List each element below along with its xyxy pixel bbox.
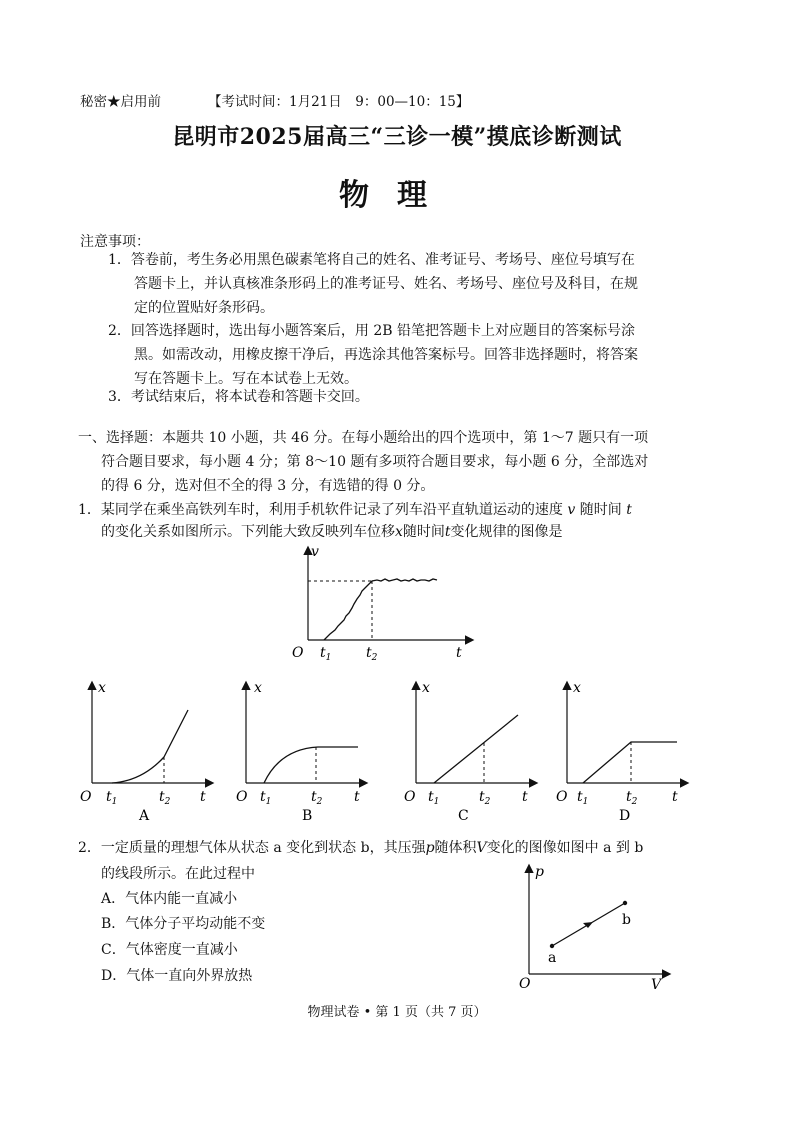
d-line <box>583 742 677 783</box>
b-t2: $t_2$ <box>311 789 323 807</box>
vt-origin: O <box>292 645 304 661</box>
q1-var-v: v <box>567 502 576 518</box>
subject-title: 物理 <box>339 178 455 213</box>
notice-item-2-line-1: 2．回答选择题时，选出每小题答案后，用 2B 铅笔把答题卡上对应题目的答案标号涂 <box>108 323 636 339</box>
q2-line-2: 的线段所示。在此过程中 <box>101 866 255 882</box>
a-x-label: t <box>200 789 206 805</box>
b-x-label: t <box>354 789 360 805</box>
q1-line-1 <box>78 500 632 520</box>
page-footer: 物理试卷 • 第 1 页（共 7 页） <box>307 1005 487 1020</box>
secret-label: 秘密★启用前 <box>80 94 161 110</box>
q1-line-2 <box>101 522 563 542</box>
section1-line-1: 一、选择题：本题共 10 小题，共 46 分。在每小题给出的四个选项中，第 1～7 题只有一项 <box>78 430 649 446</box>
q1-text-a: 1．某同学在乘坐高铁列车时，利用手机软件记录了列车沿平直轨道运动的速度 <box>78 502 563 518</box>
vt-t1: $t_1$ <box>320 645 332 663</box>
a-origin: O <box>80 789 92 805</box>
q1-text-b: 随时间 <box>579 502 622 518</box>
d-origin: O <box>556 789 568 805</box>
q2-var-p: p <box>425 840 435 856</box>
a-option-label[interactable]: A <box>139 808 150 824</box>
c-line <box>434 715 518 783</box>
vt-y-label: v <box>311 544 319 560</box>
q2-option-c[interactable]: C．气体密度一直减小 <box>101 942 238 958</box>
q2-text-c: 变化的图像如图中 a 到 b <box>486 840 644 856</box>
notice-item-3: 3．考试结束后，将本试卷和答题卡交回。 <box>108 389 369 405</box>
d-x-label: t <box>672 789 678 805</box>
b-t1: $t_1$ <box>260 789 272 807</box>
notice-item-1-line-3: 定的位置贴好条形码。 <box>134 300 274 316</box>
c-option-label[interactable]: C <box>458 808 469 824</box>
q2-option-b[interactable]: B．气体分子平均动能不变 <box>101 916 266 932</box>
b-y-label: x <box>254 680 262 696</box>
d-t2: $t_2$ <box>626 789 638 807</box>
vt-graph <box>280 540 480 665</box>
q1-var-t: t <box>626 502 632 518</box>
pv-point-b <box>623 901 627 905</box>
q1-var-t2: t <box>444 524 451 540</box>
pv-y-label: p <box>535 864 544 880</box>
notice-heading: 注意事项： <box>80 234 150 250</box>
q1-var-x: x <box>395 524 403 540</box>
d-y-label: x <box>573 680 581 696</box>
exam-title: 昆明市2025届高三“三诊一模”摸底诊断测试 <box>172 124 622 150</box>
q2-option-d[interactable]: D．气体一直向外界放热 <box>101 968 253 984</box>
section1-line-3: 的得 6 分，选对但不全的得 3 分，有选错的得 0 分。 <box>101 478 435 494</box>
notice-item-1-line-2: 答题卡上，并认真核准条形码上的准考证号、姓名、考场号、座位号及科目，在规 <box>134 276 638 292</box>
a-curve <box>112 710 188 783</box>
q1-text-d: 随时间 <box>402 524 445 540</box>
pv-label-a: a <box>548 950 557 966</box>
a-t2: $t_2$ <box>159 789 171 807</box>
c-x-label: t <box>522 789 528 805</box>
c-y-label: x <box>422 680 430 696</box>
b-curve <box>264 747 358 783</box>
pv-point-a <box>550 944 554 948</box>
vt-t2: $t_2$ <box>366 645 378 663</box>
pv-label-b: b <box>622 912 631 928</box>
q2-text-a: 2．一定质量的理想气体从状态 a 变化到状态 b，其压强 <box>78 840 426 856</box>
q1-option-c-graph <box>400 675 540 825</box>
q1-option-b-graph <box>232 675 372 825</box>
d-t1: $t_1$ <box>577 789 589 807</box>
notice-item-1-line-1: 1．答卷前，考生务必用黑色碳素笔将自己的姓名、准考证号、考场号、座位号填写在 <box>108 252 635 268</box>
q2-line-1 <box>78 838 643 858</box>
notice-item-2-line-2: 黑。如需改动，用橡皮擦干净后，再选涂其他答案标号。回答非选择题时，将答案 <box>134 347 638 363</box>
pv-x-label: V <box>651 977 662 992</box>
pv-origin: O <box>519 976 531 992</box>
q1-option-d-graph <box>553 675 693 825</box>
a-y-label: x <box>98 680 106 696</box>
q2-option-a[interactable]: A．气体内能一直减小 <box>101 891 238 907</box>
c-t2: $t_2$ <box>479 789 491 807</box>
q2-var-V: V <box>476 840 487 856</box>
a-t1: $t_1$ <box>106 789 118 807</box>
q2-text-b: 随体积 <box>434 840 477 856</box>
vt-curve <box>324 579 437 640</box>
q1-option-a-graph <box>76 675 216 825</box>
b-option-label[interactable]: B <box>302 808 313 824</box>
b-origin: O <box>236 789 248 805</box>
pv-graph <box>515 862 675 992</box>
section1-line-2: 符合题目要求，每小题 4 分；第 8～10 题有多项符合题目要求，每小题 6 分，全部选对 <box>101 454 649 470</box>
c-origin: O <box>404 789 416 805</box>
vt-x-label: t <box>456 645 462 661</box>
q1-text-e: 变化规律的图像是 <box>450 524 563 540</box>
c-t1: $t_1$ <box>428 789 440 807</box>
notice-item-2-line-3: 写在答题卡上。写在本试卷上无效。 <box>134 371 358 387</box>
exam-time: 【考试时间：1月21日 9：00—10：15】 <box>208 94 470 110</box>
d-option-label[interactable]: D <box>619 808 631 824</box>
q1-text-c: 的变化关系如图所示。下列能大致反映列车位移 <box>101 524 395 540</box>
